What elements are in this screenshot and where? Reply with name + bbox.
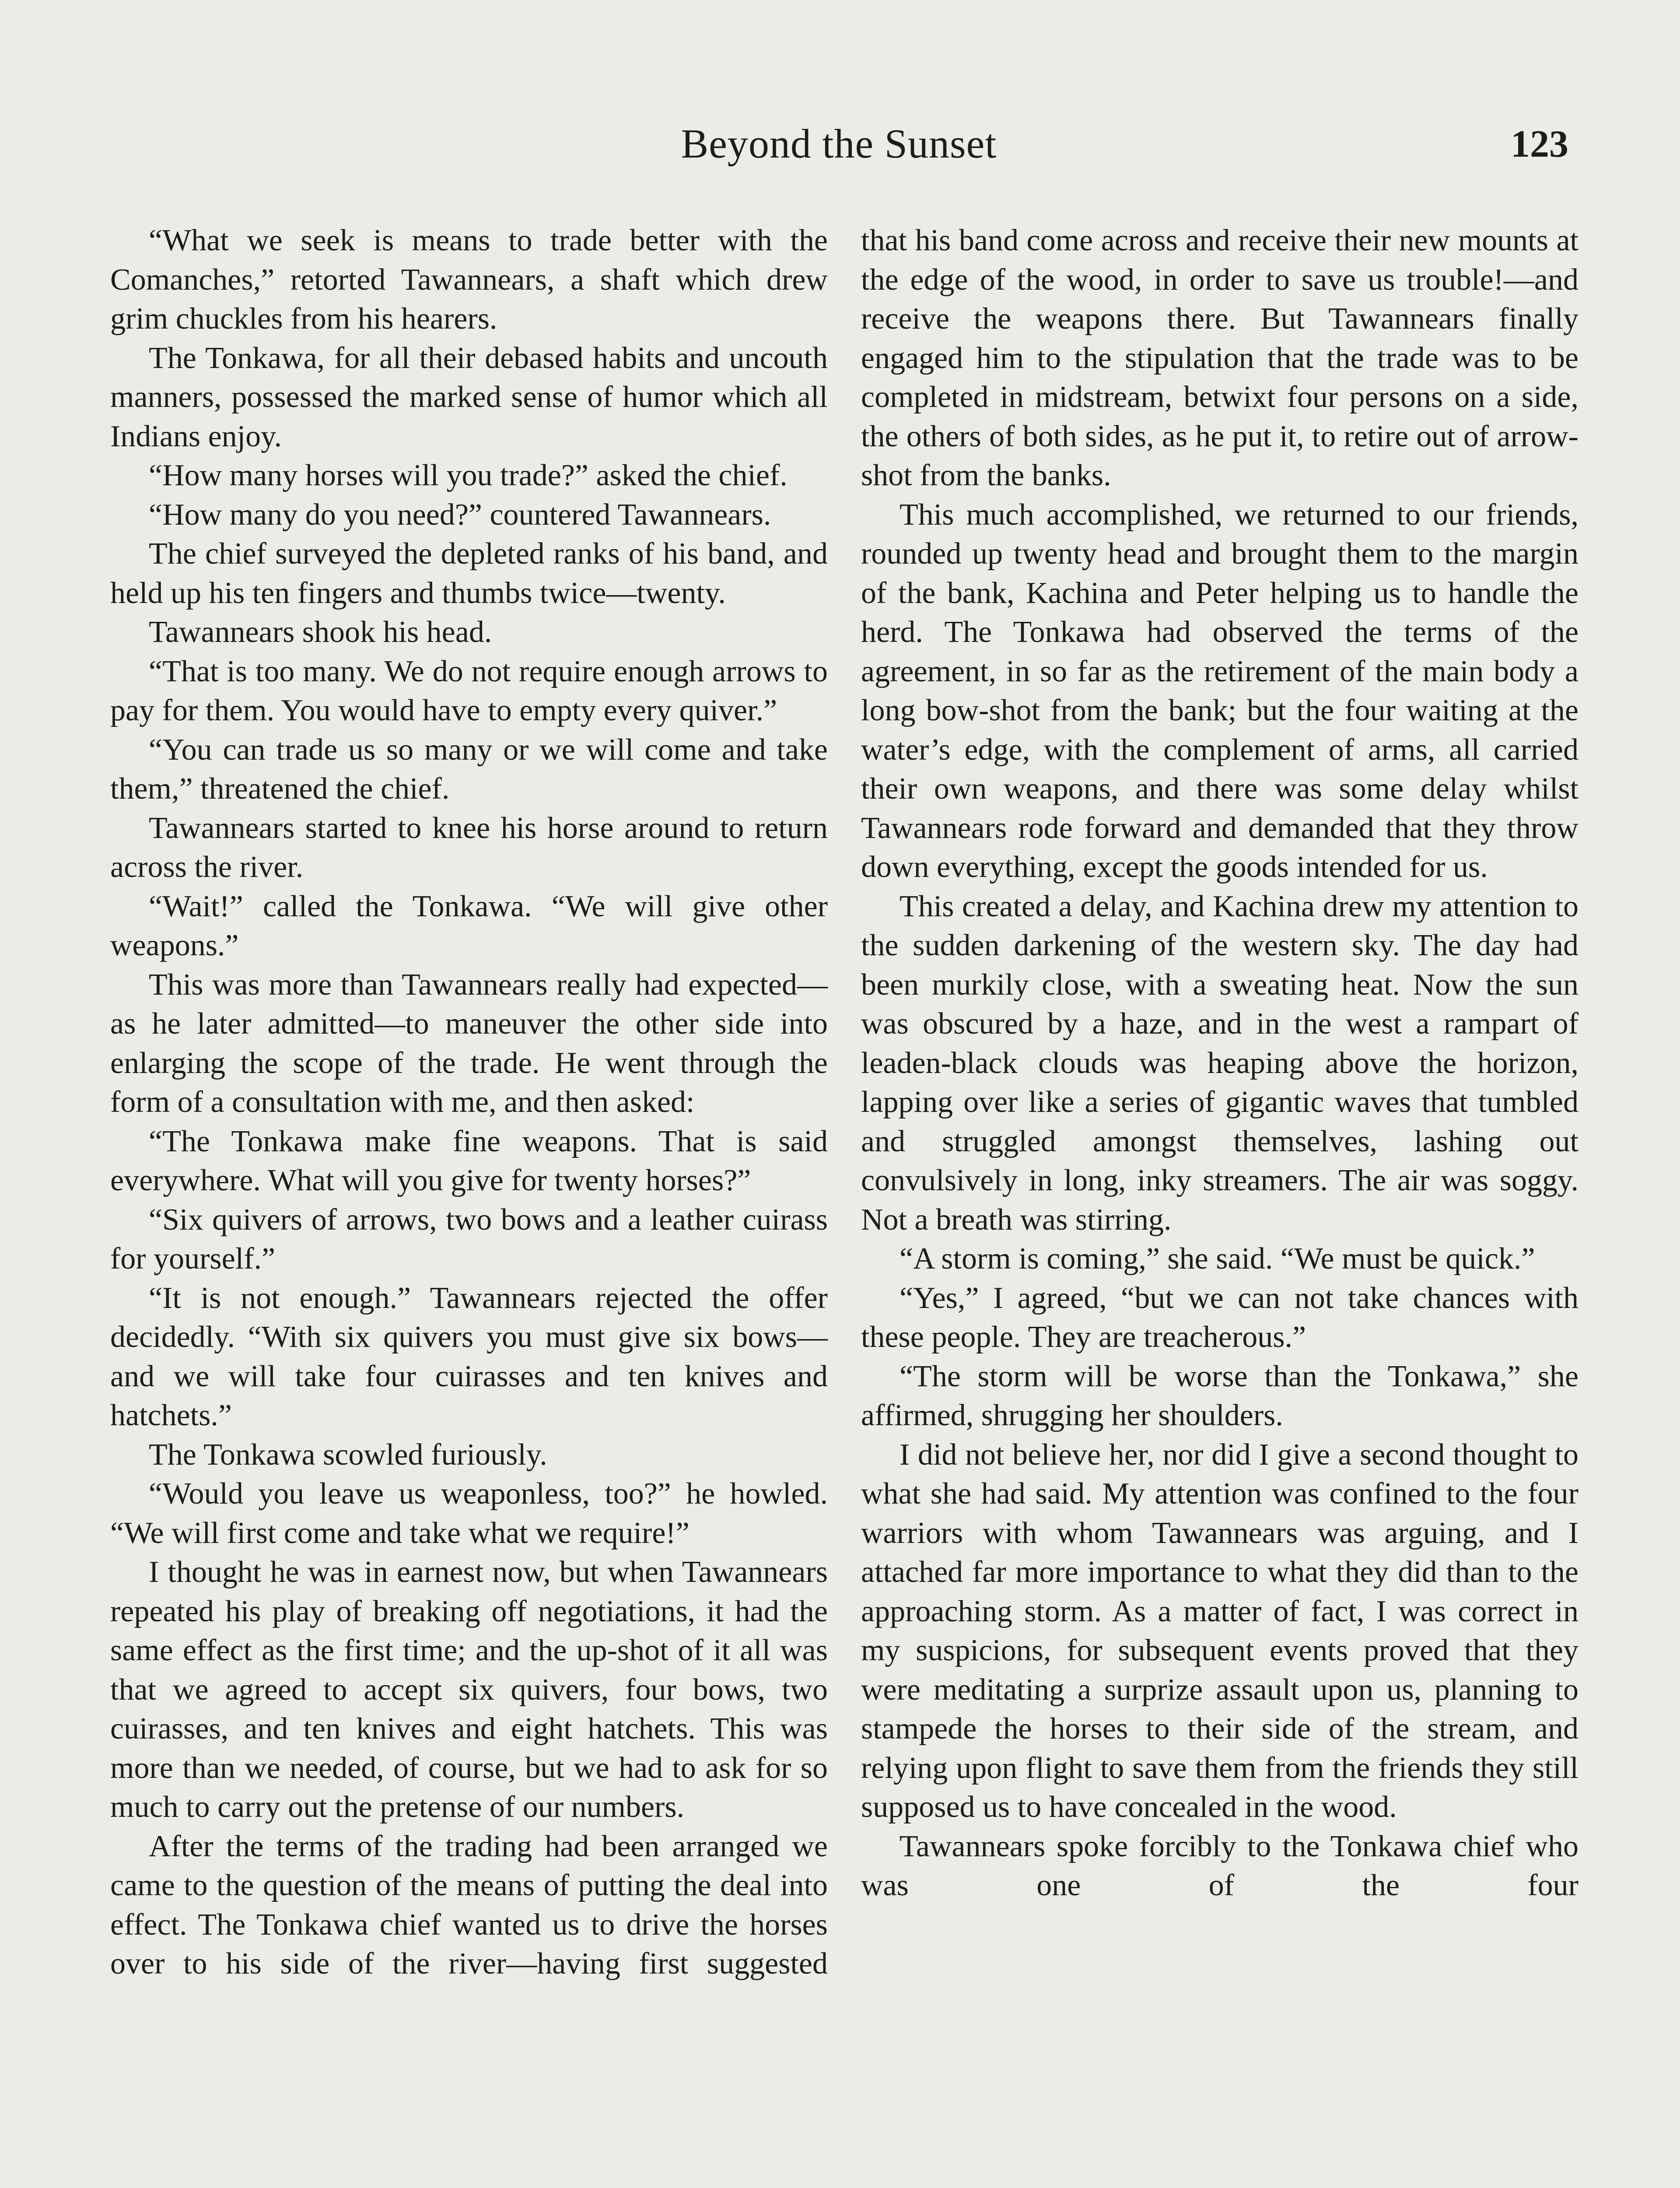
paragraph: “How many horses will you trade?” asked the chief. <box>149 459 788 492</box>
paragraph: “How many do you need?” countered Tawannears. <box>149 498 771 532</box>
paragraph: This much accomplished, we returned to our friends, rounded up twenty head and brought them to the margin of the bank, Kachina and Peter helping us to handle the herd. The Tonkawa had observed the terms of the agreement, in so far as the retirement of the main body a long bow-shot from the bank; but the four waiting at the water’s edge, with the complement of arms, all carried their own weapons, and there was some delay whilst Tawannears rode forward and demanded that they throw down everything, except the goods intended for us. <box>861 498 1578 884</box>
paragraph: This created a delay, and Kachina drew my attention to the sudden darkening of the western sky. The day had been murkily close, with a sweating heat. Now the sun was obscured by a haze, and in the west a rampart of leaden-black clouds was heaping above the horizon, lapping over like a series of gigantic waves that tumbled and struggled amongst themselves, lashing out convulsively in long, inky streamers. The air was soggy. Not a breath was stirring. <box>861 889 1578 1237</box>
paragraph: Tawannears spoke forcibly to the Tonkawa chief who was one of the four <box>861 1829 1578 1902</box>
paragraph: The Tonkawa, for all their debased habits and uncouth manners, possessed the marked sense of humor which all Indians enjoy. <box>110 341 828 453</box>
paragraph: Tawannears shook his head. <box>149 615 492 649</box>
paragraph: “You can trade us so many or we will come and take them,” threatened the chief. <box>110 733 828 806</box>
paragraph: The chief surveyed the depleted ranks of his band, and held up his ten fingers and thumbs twice—twenty. <box>110 537 828 610</box>
paragraph: “Wait!” called the Tonkawa. “We will give other weapons.” <box>110 889 828 962</box>
paragraph: I did not believe her, nor did I give a second thought to what she had said. My attention was confined to the four warriors with whom Tawannears was arguing, and I attached far more importance to what they did than to the approaching storm. As a matter of fact, I was correct in my suspicions, for subsequent events proved that they were meditating a surprize assault upon us, planning to stampede the horses to their side of the stream, and relying upon flight to save them from the friends they still supposed us to have concealed in the wood. <box>861 1438 1578 1824</box>
paragraph: “It is not enough.” Tawannears rejected the offer decidedly. “With six quivers you must give six bows—and we will take four cuirasses and ten knives and hatchets.” <box>110 1281 828 1432</box>
left-text-column <box>110 221 828 1984</box>
paragraph: I thought he was in earnest now, but when Tawannears repeated his play of breaking off negotiations, it had the same effect as the first time; and the up-shot of it all was that we agreed to accept six quivers, four bows, two cuirasses, and ten knives and eight hatchets. This was more than we needed, of course, but we had to ask for so much to carry out the pretense of our numbers. <box>110 1555 828 1824</box>
paragraph: This was more than Tawannears really had expected—as he later admitted—to maneuver the other side into enlarging the scope of the trade. He went through the form of a consultation with me, and then asked: <box>110 968 828 1119</box>
paragraph: “The storm will be worse than the Tonkawa,” she affirmed, shrugging her shoulders. <box>861 1359 1578 1432</box>
paragraph: “Six quivers of arrows, two bows and a leather cuirass for yourself.” <box>110 1203 828 1276</box>
paragraph: that his band come across and receive their new mounts at the edge of the wood, in order to save us trouble!—and receive the weapons there. But Tawannears finally engaged him to the stipulation that the trade was to be completed in midstream, betwixt four persons on a side, the others of both sides, as he put it, to retire out of arrow-shot from the banks. <box>861 224 1578 492</box>
page-header <box>109 120 1568 177</box>
paragraph: After the terms of the trading had been arranged we came to the question of the means of putting the deal into effect. The Tonkawa chief wanted us to drive the horses over to his side of the river—having first suggested <box>110 1829 828 1981</box>
paragraph: “The Tonkawa make fine weapons. That is said everywhere. What will you give for twenty horses?” <box>110 1124 828 1197</box>
paragraph: “Would you leave us weaponless, too?” he howled. “We will first come and take what we require!” <box>110 1477 828 1550</box>
paragraph: “What we seek is means to trade better with the Comanches,” retorted Tawannears, a shaft which drew grim chuckles from his hearers. <box>110 224 828 336</box>
paragraph: The Tonkawa scowled furiously. <box>149 1438 547 1472</box>
page-number: 123 <box>1511 123 1568 165</box>
paragraph: “That is too many. We do not require enough arrows to pay for them. You would have to empty every quiver.” <box>110 654 828 727</box>
paragraph: “A storm is coming,” she said. “We must be quick.” <box>900 1242 1535 1276</box>
paragraph: “Yes,” I agreed, “but we can not take chances with these people. They are treacherous.” <box>861 1281 1578 1354</box>
paragraph: Tawannears started to knee his horse around to return across the river. <box>110 811 828 884</box>
right-text-column <box>861 221 1578 1905</box>
running-title: Beyond the Sunset <box>681 121 997 167</box>
